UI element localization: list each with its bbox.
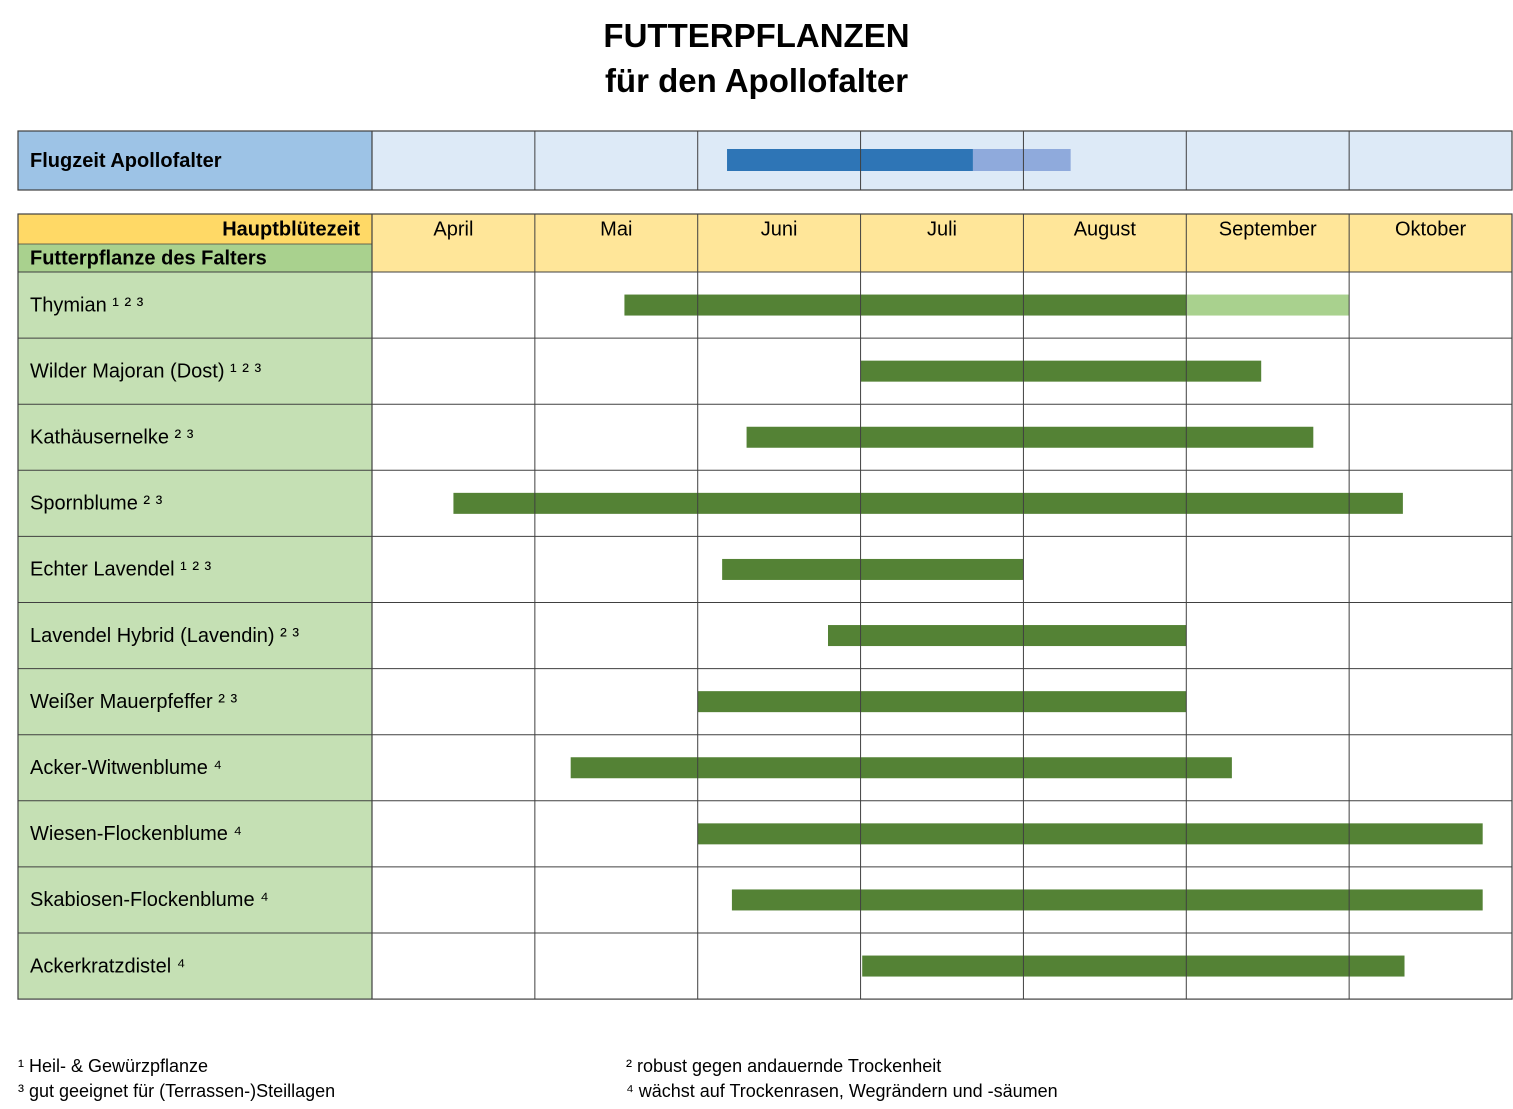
- bloom-bar: [453, 493, 1402, 514]
- footnote-4: ⁴ wächst auf Trockenrasen, Wegrändern und -säumen: [626, 1081, 1058, 1101]
- flight-bar-extended: [973, 149, 1071, 171]
- bloom-bar: [624, 295, 1186, 316]
- bloom-bar: [747, 427, 1314, 448]
- footnote-2: ² robust gegen andauernde Trockenheit: [626, 1056, 942, 1076]
- plant-label: Thymian ¹ ² ³: [30, 294, 144, 317]
- bloom-bar: [571, 757, 1232, 778]
- footnote-3: ³ gut geeignet für (Terrassen-)Steillagen: [18, 1081, 336, 1101]
- plant-label: Weißer Mauerpfeffer ² ³: [30, 690, 238, 713]
- flight-cell: [535, 131, 698, 190]
- month-label: Mai: [600, 218, 633, 241]
- plant-label: Kathäusernelke ² ³: [30, 426, 194, 449]
- bloom-bar: [862, 956, 1404, 977]
- month-label: August: [1073, 218, 1136, 241]
- flight-bar-main: [727, 149, 973, 171]
- plant-label: Wilder Majoran (Dost) ¹ ² ³: [30, 360, 262, 383]
- month-label: Oktober: [1394, 218, 1467, 241]
- flight-cell: [1186, 131, 1349, 190]
- bloom-bar: [698, 691, 1187, 712]
- flight-cell: [372, 131, 535, 190]
- flight-cell: [1349, 131, 1512, 190]
- header-label: Hauptblütezeit: [222, 218, 360, 241]
- plant-label: Wiesen-Flockenblume ⁴: [30, 823, 243, 846]
- plant-label: Lavendel Hybrid (Lavendin) ² ³: [30, 624, 300, 647]
- plant-label: Ackerkratzdistel ⁴: [30, 955, 186, 978]
- month-label: Juli: [926, 218, 958, 241]
- month-label: September: [1218, 218, 1317, 241]
- plant-label: Acker-Witwenblume ⁴: [30, 757, 222, 780]
- bloom-bar: [698, 823, 1483, 844]
- month-label: Juni: [760, 218, 798, 241]
- plant-label: Skabiosen-Flockenblume ⁴: [30, 889, 269, 912]
- bloom-bar: [722, 559, 1023, 580]
- bloom-bar: [828, 625, 1186, 646]
- bloom-bar: [861, 361, 1262, 382]
- plants-header: Futterpflanze des Falters: [30, 247, 267, 270]
- chart-title-line2: für den Apollofalter: [604, 62, 909, 99]
- bloom-bar-extended: [1186, 295, 1349, 316]
- footnote-1: ¹ Heil- & Gewürzpflanze: [18, 1056, 209, 1076]
- flight-label: Flugzeit Apollofalter: [30, 149, 222, 172]
- chart-title-line1: FUTTERPFLANZEN: [603, 17, 910, 54]
- month-label: April: [433, 218, 474, 241]
- bloom-bar: [732, 889, 1483, 910]
- plant-label: Echter Lavendel ¹ ² ³: [30, 558, 212, 581]
- plant-label: Spornblume ² ³: [30, 492, 163, 515]
